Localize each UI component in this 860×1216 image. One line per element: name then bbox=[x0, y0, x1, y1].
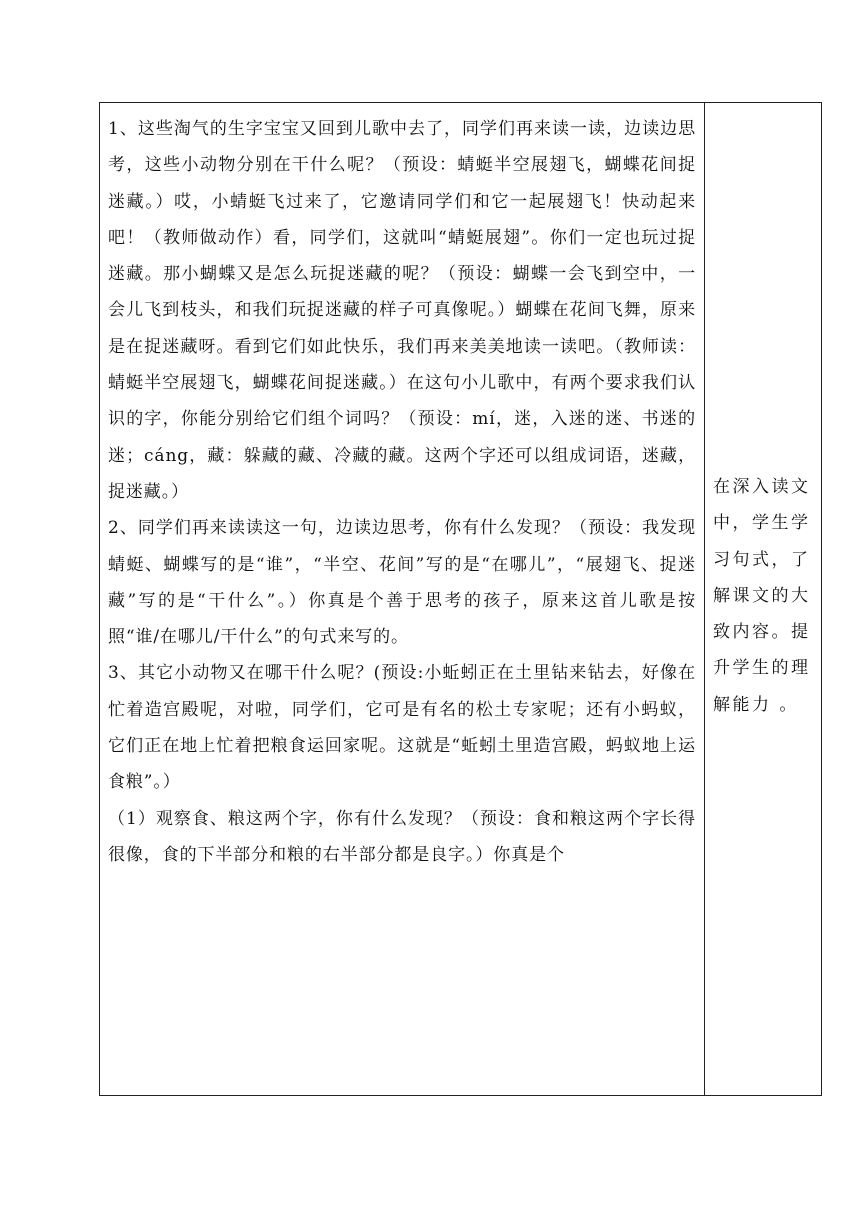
paragraph-step-1: 1、这些淘气的生字宝宝又回到儿歌中去了，同学们再来读一读，边读边思考，这些小动物分别在干什么呢？（预设：蜻蜓半空展翅飞，蝴蝶花间捉迷藏。）哎，小蜻蜓飞过来了，它邀请同学们和它一起展翅飞！快动起来吧！（教师做动作）看，同学们，这就叫“蜻蜓展翅”。你们一定也玩过捉迷藏。那小蝴蝶又是怎么玩捉迷藏的呢？（预设：蝴蝶一会飞到空中，一会儿飞到枝头，和我们玩捉迷藏的样子可真像呢。）蝴蝶在花间飞舞，原来是在捉迷藏呀。看到它们如此快乐，我们再来美美地读一读吧。（教师读：蜻蜓半空展翅飞，蝴蝶花间捉迷藏。）在这句小儿歌中，有两个要求我们认识的字，你能分别给它们组个词吗？（预设：mí，迷，入迷的迷、书迷的迷；cáng，藏：躲藏的藏、冷藏的藏。这两个字还可以组成词语，迷藏，捉迷藏。） bbox=[108, 119, 696, 502]
design-intent-note: 在深入读文中，学生学习句式，了解课文的大致内容。提升学生的理解能力 。 bbox=[713, 477, 811, 715]
lesson-plan-table bbox=[99, 102, 822, 1096]
teaching-process-cell bbox=[100, 103, 705, 1095]
paragraph-step-2: 2、同学们再来读读这一句，边读边思考，你有什么发现？（预设：我发现蜻蜓、蝴蝶写的是“谁”，“半空、花间”写的是“在哪儿”，“展翅飞、捉迷藏”写的是“干什么”。）你真是个善于思考的孩子，原来这首儿歌是按照“谁/在哪儿/干什么”的句式来写的。 bbox=[108, 518, 696, 648]
paragraph-step-3: 3、其它小动物又在哪干什么呢？(预设:小蚯蚓正在土里钻来钻去，好像在忙着造宫殿呢，对啦，同学们，它可是有名的松土专家呢；还有小蚂蚁，它们正在地上忙着把粮食运回家呢。这就是“蚯蚓土里造宫殿，蚂蚁地上运食粮”。） bbox=[108, 663, 696, 793]
paragraph-step-3-1: （1）观察食、粮这两个字，你有什么发现？（预设：食和粮这两个字长得很像，食的下半部分和粮的右半部分都是良字。）你真是个 bbox=[108, 808, 696, 865]
design-intent-cell bbox=[705, 103, 821, 1095]
